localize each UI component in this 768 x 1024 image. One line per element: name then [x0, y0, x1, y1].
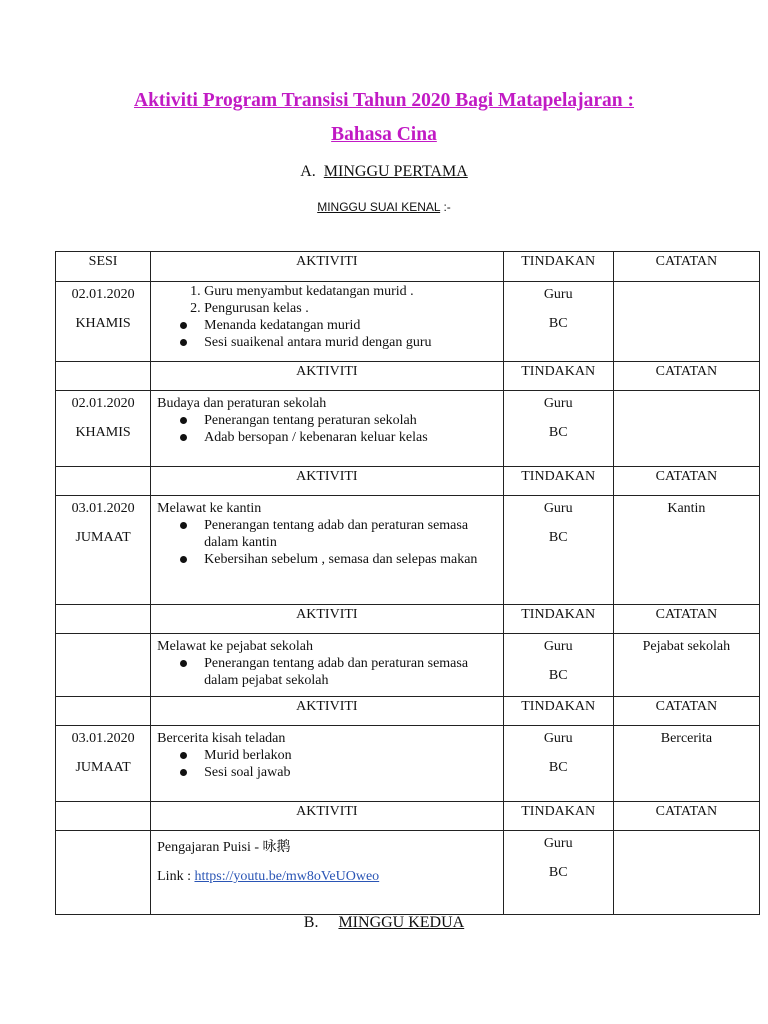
activity-cell [151, 391, 504, 467]
header-catatan: CATATAN [613, 467, 759, 496]
list-item: 1. Guru menyambut kedatangan murid . [204, 283, 497, 300]
list-item: Menanda kedatangan murid [204, 317, 497, 334]
section-b-heading [0, 914, 768, 932]
catatan-cell [613, 282, 759, 362]
empty-cell [56, 362, 151, 391]
session-cell [56, 496, 151, 605]
tindakan-role: Guru [543, 287, 573, 302]
header-aktiviti: AKTIVITI [151, 605, 504, 634]
tindakan-role: Guru [543, 639, 573, 654]
table-row [56, 634, 760, 697]
header-aktiviti: AKTIVITI [151, 252, 504, 282]
link-row [157, 868, 497, 885]
session-cell [56, 391, 151, 467]
header-tindakan: TINDAKAN [503, 697, 613, 726]
session-date: 03.01.2020 [71, 501, 135, 516]
tindakan-role: Guru [543, 836, 573, 851]
session-date: 03.01.2020 [71, 731, 135, 746]
activity-title: Budaya dan peraturan sekolah [157, 396, 327, 411]
tindakan-cell [503, 496, 613, 605]
subheading-suffix: :- [440, 200, 451, 214]
header-tindakan: TINDAKAN [503, 252, 613, 282]
activity-title: Pengajaran Puisi - 咏鹅 [157, 840, 291, 855]
tindakan-subject: BC [548, 760, 568, 775]
tindakan-subject: BC [548, 865, 568, 880]
activity-title: Bercerita kisah teladan [157, 731, 286, 746]
catatan-cell: Bercerita [613, 726, 759, 802]
document-subject: Bahasa Cina [331, 124, 437, 145]
list-item: Murid berlakon [204, 747, 497, 764]
table-header-row [56, 252, 760, 282]
video-link[interactable]: https://youtu.be/mw8oVeUOweo [194, 869, 380, 884]
tindakan-cell [503, 282, 613, 362]
session-day: JUMAAT [75, 530, 131, 545]
bullet-list [157, 317, 497, 351]
header-tindakan: TINDAKAN [503, 605, 613, 634]
list-item: Penerangan tentang peraturan sekolah [204, 412, 497, 429]
subheading-label: MINGGU SUAI KENAL [317, 200, 441, 214]
header-catatan: CATATAN [613, 605, 759, 634]
empty-cell [56, 802, 151, 831]
section-b-letter: B. [303, 914, 319, 931]
table-header-row [56, 362, 760, 391]
session-day: KHAMIS [75, 316, 131, 331]
table-row [56, 831, 760, 915]
tindakan-subject: BC [548, 530, 568, 545]
header-tindakan: TINDAKAN [503, 802, 613, 831]
tindakan-role: Guru [543, 501, 573, 516]
header-aktiviti: AKTIVITI [151, 467, 504, 496]
session-cell [56, 831, 151, 915]
tindakan-subject: BC [548, 425, 568, 440]
tindakan-subject: BC [548, 668, 568, 683]
header-aktiviti: AKTIVITI [151, 697, 504, 726]
document-title: Aktiviti Program Transisi Tahun 2020 Bagi Matapelajaran : [133, 90, 634, 111]
list-item: Sesi suaikenal antara murid dengan guru [204, 334, 497, 351]
header-sesi: SESI [56, 252, 151, 282]
numbered-list [157, 283, 497, 317]
activity-table [55, 251, 760, 915]
header-tindakan: TINDAKAN [503, 362, 613, 391]
empty-cell [56, 467, 151, 496]
empty-cell [56, 605, 151, 634]
table-row [56, 282, 760, 362]
activity-title: Melawat ke pejabat sekolah [157, 639, 314, 654]
list-item: Penerangan tentang adab dan peraturan semasa dalam pejabat sekolah [204, 655, 497, 689]
activity-cell [151, 496, 504, 605]
table-row [56, 391, 760, 467]
empty-cell [56, 697, 151, 726]
header-catatan: CATATAN [613, 252, 759, 282]
tindakan-role: Guru [543, 731, 573, 746]
session-day: KHAMIS [75, 425, 131, 440]
session-cell [56, 726, 151, 802]
tindakan-cell [503, 831, 613, 915]
bullet-list [157, 517, 497, 568]
tindakan-subject: BC [548, 316, 568, 331]
catatan-cell: Pejabat sekolah [613, 634, 759, 697]
catatan-cell [613, 831, 759, 915]
table-row [56, 726, 760, 802]
session-cell [56, 282, 151, 362]
section-b-label: MINGGU KEDUA [338, 914, 465, 931]
activity-cell [151, 831, 504, 915]
session-date: 02.01.2020 [71, 287, 135, 302]
tindakan-cell [503, 634, 613, 697]
list-item: Kebersihan sebelum , semasa dan selepas makan [204, 551, 497, 568]
tindakan-cell [503, 726, 613, 802]
list-item: Sesi soal jawab [204, 764, 497, 781]
activity-cell [151, 282, 504, 362]
bullet-list [157, 655, 497, 689]
table-header-row [56, 802, 760, 831]
table-header-row [56, 467, 760, 496]
catatan-cell [613, 391, 759, 467]
list-item: Penerangan tentang adab dan peraturan semasa dalam kantin [204, 517, 497, 551]
header-catatan: CATATAN [613, 362, 759, 391]
table-header-row [56, 697, 760, 726]
header-aktiviti: AKTIVITI [151, 362, 504, 391]
header-catatan: CATATAN [613, 697, 759, 726]
header-aktiviti: AKTIVITI [151, 802, 504, 831]
bullet-list [157, 412, 497, 446]
section-a-letter: A. [300, 163, 316, 180]
bullet-list [157, 747, 497, 781]
subheading [0, 200, 768, 214]
session-cell [56, 634, 151, 697]
activity-cell [151, 726, 504, 802]
activity-cell [151, 634, 504, 697]
table-header-row [56, 605, 760, 634]
list-item: 2. Pengurusan kelas . [204, 300, 497, 317]
session-day: JUMAAT [75, 760, 131, 775]
tindakan-role: Guru [543, 396, 573, 411]
link-label: Link : [157, 869, 195, 884]
tindakan-cell [503, 391, 613, 467]
table-row [56, 496, 760, 605]
section-a-label: MINGGU PERTAMA [323, 163, 468, 180]
list-item: Adab bersopan / kebenaran keluar kelas [204, 429, 497, 446]
activity-title: Melawat ke kantin [157, 501, 262, 516]
session-date: 02.01.2020 [71, 396, 135, 411]
header-tindakan: TINDAKAN [503, 467, 613, 496]
section-a-heading [0, 163, 768, 181]
header-catatan: CATATAN [613, 802, 759, 831]
catatan-cell: Kantin [613, 496, 759, 605]
